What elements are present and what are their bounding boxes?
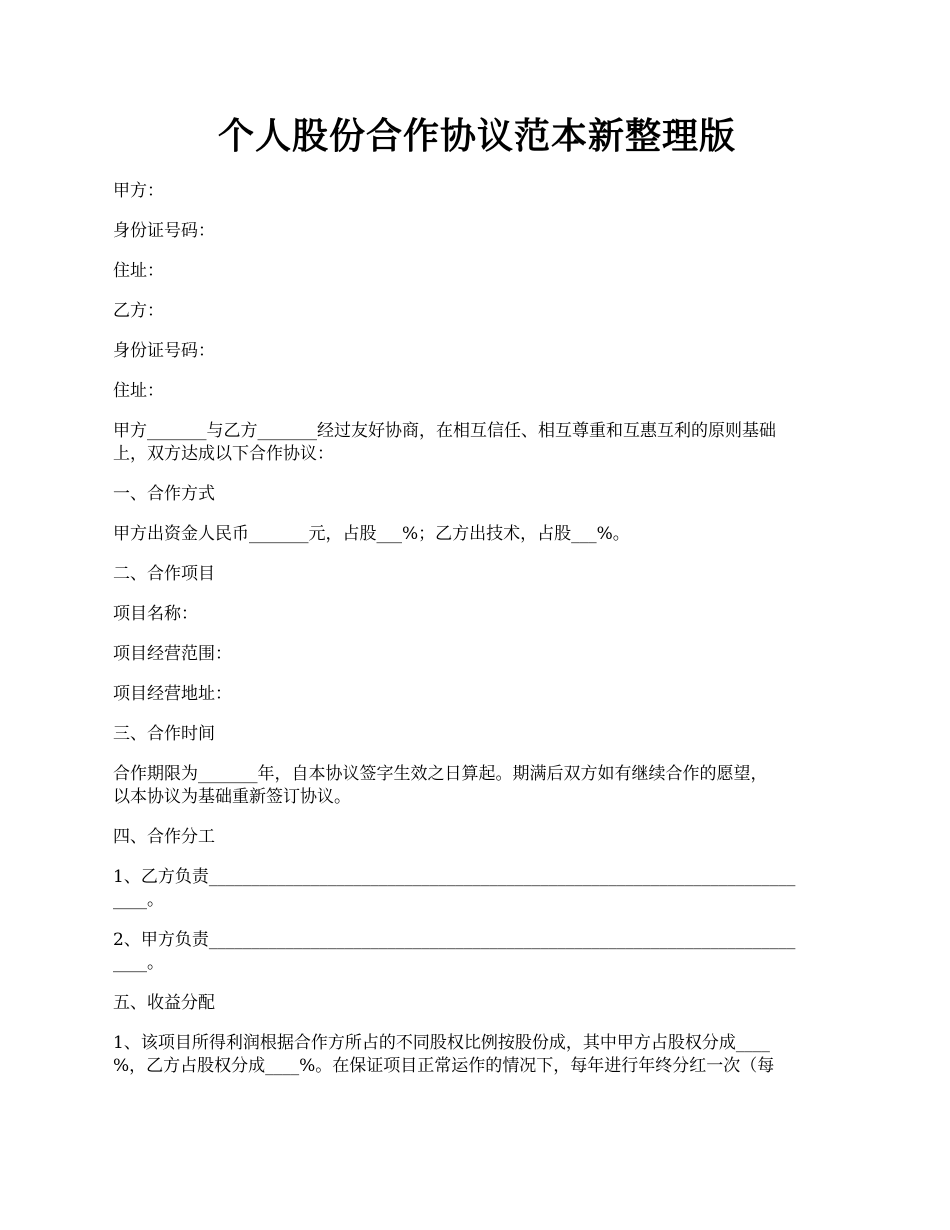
cooperation-method-text: 甲方出资金人民币_______元，占股___%；乙方出技术，占股___%。	[113, 524, 630, 544]
party-a-address-label: 住址：	[113, 261, 164, 281]
party-b-duty-line: 1、乙方负责_____________________________________________________________________	[113, 867, 796, 887]
section-heading-profit-distribution: 五、收益分配	[113, 993, 215, 1013]
cooperation-time-line: 以本协议为基础重新签订协议。	[113, 787, 351, 807]
intro-line: 甲方_______与乙方_______经过友好协商，在相互信任、相互尊重和互惠互利的原则基础	[113, 421, 776, 441]
party-a-duty-line: 2、甲方负责_____________________________________________________________________	[113, 930, 796, 950]
party-a-id-label: 身份证号码：	[113, 221, 215, 241]
party-b-id-label: 身份证号码：	[113, 341, 215, 361]
intro-line: 上，双方达成以下合作协议：	[113, 444, 334, 464]
section-heading-division-of-work: 四、合作分工	[113, 827, 215, 847]
intro-paragraph	[113, 420, 841, 466]
section-heading-cooperation-time: 三、合作时间	[113, 724, 215, 744]
party-b-duty-line: ____。	[113, 890, 164, 910]
section-heading-cooperation-method: 一、合作方式	[113, 484, 215, 504]
party-b-label: 乙方：	[113, 301, 164, 321]
document-page	[113, 110, 841, 1095]
party-b-duty-paragraph	[113, 866, 841, 912]
party-b-address-label: 住址：	[113, 381, 164, 401]
project-name-label: 项目名称：	[113, 604, 198, 624]
party-a-label: 甲方：	[113, 181, 164, 201]
cooperation-time-paragraph	[113, 763, 841, 809]
profit-distribution-line: 1、该项目所得利润根据合作方所占的不同股权比例按股份成，其中甲方占股权分成____	[113, 1033, 770, 1053]
section-heading-cooperation-project: 二、合作项目	[113, 564, 215, 584]
project-scope-label: 项目经营范围：	[113, 644, 232, 664]
project-address-label: 项目经营地址：	[113, 684, 232, 704]
document-title: 个人股份合作协议范本新整理版	[217, 115, 736, 157]
profit-distribution-line: %，乙方占股权分成____%。在保证项目正常运作的情况下，每年进行年终分红一次（每	[113, 1056, 775, 1076]
party-a-duty-line: ____。	[113, 953, 164, 973]
party-a-duty-paragraph	[113, 929, 841, 975]
profit-distribution-paragraph	[113, 1032, 841, 1078]
cooperation-time-line: 合作期限为_______年，自本协议签字生效之日算起。期满后双方如有继续合作的愿望，	[113, 764, 768, 784]
